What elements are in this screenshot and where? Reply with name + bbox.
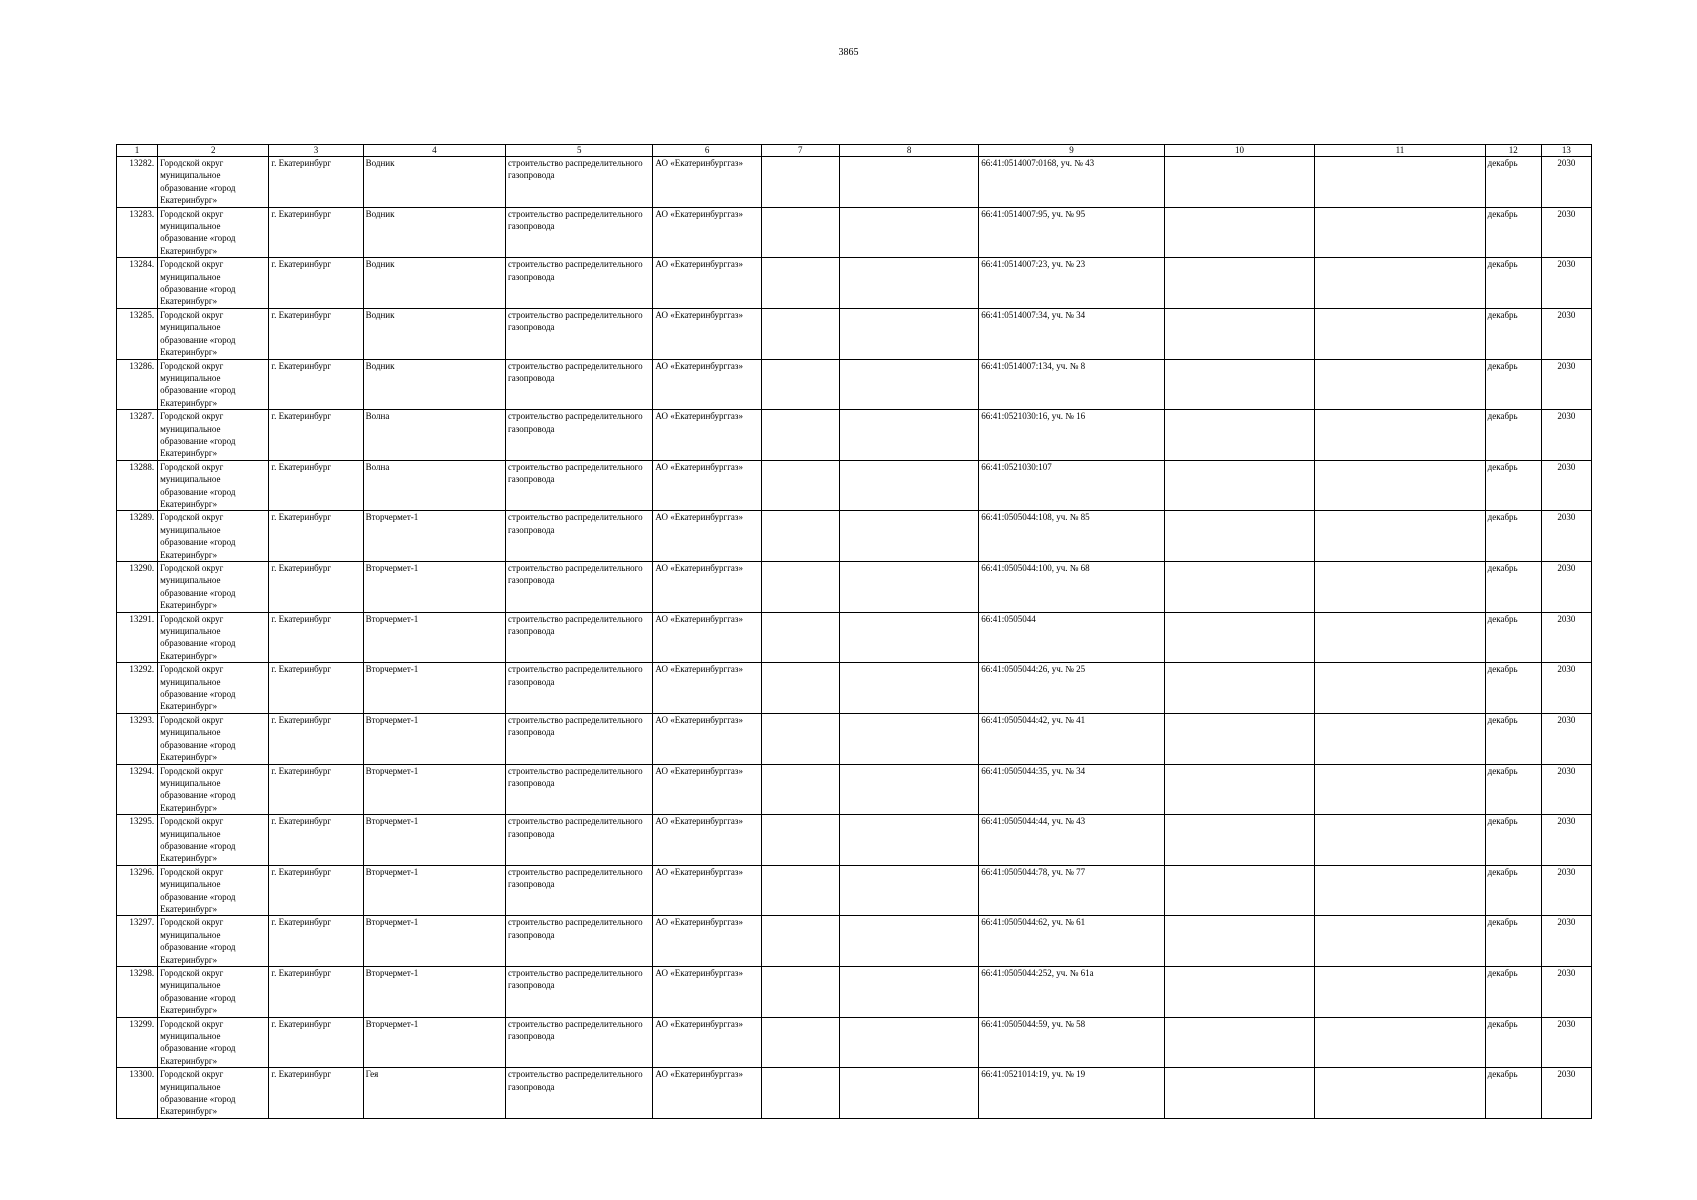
- column-7-cell: [761, 460, 839, 511]
- column-header: 12: [1485, 145, 1541, 157]
- municipality-cell: Городской округ муниципальное образование «город Екатеринбург»: [158, 815, 269, 866]
- row-number-cell: 13286.: [117, 359, 158, 410]
- column-8-cell: [839, 410, 978, 461]
- month-cell: декабрь: [1485, 410, 1541, 461]
- year-cell: 2030: [1541, 815, 1591, 866]
- city-cell: г. Екатеринбург: [269, 1068, 363, 1119]
- year-cell: 2030: [1541, 359, 1591, 410]
- cadastral-number-cell: 66:41:0505044:26, уч. № 25: [979, 663, 1165, 714]
- table-row: [117, 967, 1592, 1018]
- column-10-cell: [1164, 157, 1314, 208]
- column-7-cell: [761, 207, 839, 258]
- column-7-cell: [761, 916, 839, 967]
- column-11-cell: [1315, 612, 1485, 663]
- column-7-cell: [761, 157, 839, 208]
- municipality-cell: Городской округ муниципальное образование «город Екатеринбург»: [158, 460, 269, 511]
- work-type-cell: строительство распределительного газопровода: [506, 865, 653, 916]
- row-number-cell: 13282.: [117, 157, 158, 208]
- column-10-cell: [1164, 511, 1314, 562]
- organization-cell: АО «Екатеринбурггаз»: [653, 308, 761, 359]
- cadastral-number-cell: 66:41:0514007:0168, уч. № 43: [979, 157, 1165, 208]
- organization-cell: АО «Екатеринбурггаз»: [653, 1068, 761, 1119]
- cadastral-number-cell: 66:41:0505044:108, уч. № 85: [979, 511, 1165, 562]
- column-8-cell: [839, 1068, 978, 1119]
- column-8-cell: [839, 815, 978, 866]
- municipality-cell: Городской округ муниципальное образование «город Екатеринбург»: [158, 1017, 269, 1068]
- organization-cell: АО «Екатеринбурггаз»: [653, 258, 761, 309]
- locality-cell: Вторчермет-1: [363, 663, 505, 714]
- column-8-cell: [839, 460, 978, 511]
- cadastral-number-cell: 66:41:0521030:107: [979, 460, 1165, 511]
- row-number-cell: 13294.: [117, 764, 158, 815]
- work-type-cell: строительство распределительного газопровода: [506, 308, 653, 359]
- column-7-cell: [761, 612, 839, 663]
- organization-cell: АО «Екатеринбурггаз»: [653, 157, 761, 208]
- column-7-cell: [761, 713, 839, 764]
- month-cell: декабрь: [1485, 764, 1541, 815]
- year-cell: 2030: [1541, 157, 1591, 208]
- column-7-cell: [761, 967, 839, 1018]
- column-10-cell: [1164, 460, 1314, 511]
- table-row: [117, 815, 1592, 866]
- table-row: [117, 207, 1592, 258]
- locality-cell: Волна: [363, 410, 505, 461]
- column-7-cell: [761, 815, 839, 866]
- city-cell: г. Екатеринбург: [269, 865, 363, 916]
- locality-cell: Водник: [363, 207, 505, 258]
- column-8-cell: [839, 359, 978, 410]
- column-7-cell: [761, 359, 839, 410]
- cadastral-number-cell: 66:41:0505044:78, уч. № 77: [979, 865, 1165, 916]
- organization-cell: АО «Екатеринбурггаз»: [653, 713, 761, 764]
- cadastral-number-cell: 66:41:0505044:42, уч. № 41: [979, 713, 1165, 764]
- year-cell: 2030: [1541, 663, 1591, 714]
- work-type-cell: строительство распределительного газопровода: [506, 1017, 653, 1068]
- month-cell: декабрь: [1485, 308, 1541, 359]
- column-11-cell: [1315, 1068, 1485, 1119]
- work-type-cell: строительство распределительного газопровода: [506, 562, 653, 613]
- page-number: 3865: [838, 47, 859, 58]
- organization-cell: АО «Екатеринбурггаз»: [653, 967, 761, 1018]
- cadastral-number-cell: 66:41:0514007:23, уч. № 23: [979, 258, 1165, 309]
- city-cell: г. Екатеринбург: [269, 562, 363, 613]
- column-8-cell: [839, 1017, 978, 1068]
- municipality-cell: Городской округ муниципальное образование «город Екатеринбург»: [158, 157, 269, 208]
- table-row: [117, 663, 1592, 714]
- municipality-cell: Городской округ муниципальное образование «город Екатеринбург»: [158, 713, 269, 764]
- column-7-cell: [761, 663, 839, 714]
- month-cell: декабрь: [1485, 562, 1541, 613]
- year-cell: 2030: [1541, 410, 1591, 461]
- municipality-cell: Городской округ муниципальное образование «город Екатеринбург»: [158, 258, 269, 309]
- row-number-cell: 13287.: [117, 410, 158, 461]
- column-8-cell: [839, 258, 978, 309]
- column-10-cell: [1164, 865, 1314, 916]
- column-11-cell: [1315, 511, 1485, 562]
- column-10-cell: [1164, 967, 1314, 1018]
- month-cell: декабрь: [1485, 612, 1541, 663]
- table-row: [117, 1017, 1592, 1068]
- column-10-cell: [1164, 815, 1314, 866]
- column-header: 5: [506, 145, 653, 157]
- column-10-cell: [1164, 308, 1314, 359]
- year-cell: 2030: [1541, 460, 1591, 511]
- column-header: 3: [269, 145, 363, 157]
- registry-table: [116, 144, 1592, 1119]
- municipality-cell: Городской округ муниципальное образование «город Екатеринбург»: [158, 663, 269, 714]
- row-number-cell: 13292.: [117, 663, 158, 714]
- organization-cell: АО «Екатеринбурггаз»: [653, 865, 761, 916]
- year-cell: 2030: [1541, 764, 1591, 815]
- locality-cell: Гея: [363, 1068, 505, 1119]
- work-type-cell: строительство распределительного газопровода: [506, 410, 653, 461]
- work-type-cell: строительство распределительного газопровода: [506, 815, 653, 866]
- row-number-cell: 13296.: [117, 865, 158, 916]
- row-number-cell: 13300.: [117, 1068, 158, 1119]
- column-header: 11: [1315, 145, 1485, 157]
- cadastral-number-cell: 66:41:0514007:95, уч. № 95: [979, 207, 1165, 258]
- work-type-cell: строительство распределительного газопровода: [506, 612, 653, 663]
- locality-cell: Вторчермет-1: [363, 916, 505, 967]
- column-11-cell: [1315, 359, 1485, 410]
- row-number-cell: 13283.: [117, 207, 158, 258]
- organization-cell: АО «Екатеринбурггаз»: [653, 663, 761, 714]
- municipality-cell: Городской округ муниципальное образование «город Екатеринбург»: [158, 764, 269, 815]
- column-8-cell: [839, 663, 978, 714]
- column-header: 2: [158, 145, 269, 157]
- column-11-cell: [1315, 815, 1485, 866]
- year-cell: 2030: [1541, 612, 1591, 663]
- municipality-cell: Городской округ муниципальное образование «город Екатеринбург»: [158, 612, 269, 663]
- column-11-cell: [1315, 410, 1485, 461]
- year-cell: 2030: [1541, 713, 1591, 764]
- city-cell: г. Екатеринбург: [269, 207, 363, 258]
- column-8-cell: [839, 157, 978, 208]
- table-row: [117, 308, 1592, 359]
- cadastral-number-cell: 66:41:0505044:100, уч. № 68: [979, 562, 1165, 613]
- organization-cell: АО «Екатеринбурггаз»: [653, 916, 761, 967]
- month-cell: декабрь: [1485, 359, 1541, 410]
- work-type-cell: строительство распределительного газопровода: [506, 511, 653, 562]
- row-number-cell: 13299.: [117, 1017, 158, 1068]
- work-type-cell: строительство распределительного газопровода: [506, 359, 653, 410]
- table-row: [117, 258, 1592, 309]
- city-cell: г. Екатеринбург: [269, 1017, 363, 1068]
- table-row: [117, 916, 1592, 967]
- organization-cell: АО «Екатеринбурггаз»: [653, 410, 761, 461]
- column-7-cell: [761, 764, 839, 815]
- locality-cell: Вторчермет-1: [363, 764, 505, 815]
- city-cell: г. Екатеринбург: [269, 359, 363, 410]
- locality-cell: Вторчермет-1: [363, 612, 505, 663]
- organization-cell: АО «Екатеринбурггаз»: [653, 207, 761, 258]
- column-7-cell: [761, 1017, 839, 1068]
- organization-cell: АО «Екатеринбурггаз»: [653, 359, 761, 410]
- column-11-cell: [1315, 1017, 1485, 1068]
- column-7-cell: [761, 865, 839, 916]
- column-10-cell: [1164, 663, 1314, 714]
- row-number-cell: 13295.: [117, 815, 158, 866]
- cadastral-number-cell: 66:41:0521030:16, уч. № 16: [979, 410, 1165, 461]
- work-type-cell: строительство распределительного газопровода: [506, 663, 653, 714]
- column-10-cell: [1164, 916, 1314, 967]
- city-cell: г. Екатеринбург: [269, 663, 363, 714]
- organization-cell: АО «Екатеринбурггаз»: [653, 562, 761, 613]
- column-11-cell: [1315, 562, 1485, 613]
- locality-cell: Водник: [363, 157, 505, 208]
- month-cell: декабрь: [1485, 865, 1541, 916]
- municipality-cell: Городской округ муниципальное образование «город Екатеринбург»: [158, 562, 269, 613]
- city-cell: г. Екатеринбург: [269, 713, 363, 764]
- column-10-cell: [1164, 764, 1314, 815]
- table-header-row: [117, 145, 1592, 157]
- cadastral-number-cell: 66:41:0514007:134, уч. № 8: [979, 359, 1165, 410]
- column-7-cell: [761, 1068, 839, 1119]
- row-number-cell: 13288.: [117, 460, 158, 511]
- column-8-cell: [839, 612, 978, 663]
- month-cell: декабрь: [1485, 207, 1541, 258]
- organization-cell: АО «Екатеринбурггаз»: [653, 1017, 761, 1068]
- year-cell: 2030: [1541, 1068, 1591, 1119]
- table-row: [117, 157, 1592, 208]
- column-10-cell: [1164, 612, 1314, 663]
- row-number-cell: 13293.: [117, 713, 158, 764]
- work-type-cell: строительство распределительного газопровода: [506, 157, 653, 208]
- locality-cell: Вторчермет-1: [363, 865, 505, 916]
- row-number-cell: 13289.: [117, 511, 158, 562]
- column-11-cell: [1315, 157, 1485, 208]
- column-7-cell: [761, 511, 839, 562]
- work-type-cell: строительство распределительного газопровода: [506, 764, 653, 815]
- year-cell: 2030: [1541, 967, 1591, 1018]
- work-type-cell: строительство распределительного газопровода: [506, 207, 653, 258]
- column-8-cell: [839, 511, 978, 562]
- month-cell: декабрь: [1485, 967, 1541, 1018]
- city-cell: г. Екатеринбург: [269, 612, 363, 663]
- column-11-cell: [1315, 460, 1485, 511]
- year-cell: 2030: [1541, 258, 1591, 309]
- row-number-cell: 13291.: [117, 612, 158, 663]
- locality-cell: Водник: [363, 359, 505, 410]
- cadastral-number-cell: 66:41:0505044:59, уч. № 58: [979, 1017, 1165, 1068]
- column-11-cell: [1315, 308, 1485, 359]
- year-cell: 2030: [1541, 207, 1591, 258]
- table-row: [117, 764, 1592, 815]
- column-header: 13: [1541, 145, 1591, 157]
- month-cell: декабрь: [1485, 1068, 1541, 1119]
- year-cell: 2030: [1541, 1017, 1591, 1068]
- column-11-cell: [1315, 663, 1485, 714]
- organization-cell: АО «Екатеринбурггаз»: [653, 511, 761, 562]
- year-cell: 2030: [1541, 562, 1591, 613]
- table-row: [117, 511, 1592, 562]
- column-8-cell: [839, 865, 978, 916]
- cadastral-number-cell: 66:41:0505044:62, уч. № 61: [979, 916, 1165, 967]
- column-8-cell: [839, 562, 978, 613]
- column-11-cell: [1315, 865, 1485, 916]
- column-8-cell: [839, 764, 978, 815]
- row-number-cell: 13297.: [117, 916, 158, 967]
- municipality-cell: Городской округ муниципальное образование «город Екатеринбург»: [158, 207, 269, 258]
- work-type-cell: строительство распределительного газопровода: [506, 258, 653, 309]
- municipality-cell: Городской округ муниципальное образование «город Екатеринбург»: [158, 967, 269, 1018]
- city-cell: г. Екатеринбург: [269, 410, 363, 461]
- cadastral-number-cell: 66:41:0505044:35, уч. № 34: [979, 764, 1165, 815]
- city-cell: г. Екатеринбург: [269, 967, 363, 1018]
- column-10-cell: [1164, 410, 1314, 461]
- locality-cell: Водник: [363, 308, 505, 359]
- column-11-cell: [1315, 967, 1485, 1018]
- work-type-cell: строительство распределительного газопровода: [506, 967, 653, 1018]
- year-cell: 2030: [1541, 511, 1591, 562]
- municipality-cell: Городской округ муниципальное образование «город Екатеринбург»: [158, 308, 269, 359]
- month-cell: декабрь: [1485, 460, 1541, 511]
- organization-cell: АО «Екатеринбурггаз»: [653, 460, 761, 511]
- work-type-cell: строительство распределительного газопровода: [506, 916, 653, 967]
- row-number-cell: 13298.: [117, 967, 158, 1018]
- column-10-cell: [1164, 562, 1314, 613]
- municipality-cell: Городской округ муниципальное образование «город Екатеринбург»: [158, 410, 269, 461]
- municipality-cell: Городской округ муниципальное образование «город Екатеринбург»: [158, 916, 269, 967]
- table-row: [117, 1068, 1592, 1119]
- column-8-cell: [839, 967, 978, 1018]
- column-11-cell: [1315, 713, 1485, 764]
- month-cell: декабрь: [1485, 511, 1541, 562]
- municipality-cell: Городской округ муниципальное образование «город Екатеринбург»: [158, 1068, 269, 1119]
- column-header: 10: [1164, 145, 1314, 157]
- row-number-cell: 13285.: [117, 308, 158, 359]
- table-row: [117, 865, 1592, 916]
- cadastral-number-cell: 66:41:0505044:44, уч. № 43: [979, 815, 1165, 866]
- year-cell: 2030: [1541, 865, 1591, 916]
- cadastral-number-cell: 66:41:0514007:34, уч. № 34: [979, 308, 1165, 359]
- column-10-cell: [1164, 1017, 1314, 1068]
- month-cell: декабрь: [1485, 815, 1541, 866]
- table-row: [117, 612, 1592, 663]
- city-cell: г. Екатеринбург: [269, 916, 363, 967]
- column-11-cell: [1315, 258, 1485, 309]
- locality-cell: Вторчермет-1: [363, 713, 505, 764]
- city-cell: г. Екатеринбург: [269, 764, 363, 815]
- column-10-cell: [1164, 359, 1314, 410]
- column-10-cell: [1164, 207, 1314, 258]
- month-cell: декабрь: [1485, 916, 1541, 967]
- locality-cell: Вторчермет-1: [363, 815, 505, 866]
- work-type-cell: строительство распределительного газопровода: [506, 460, 653, 511]
- locality-cell: Волна: [363, 460, 505, 511]
- column-8-cell: [839, 713, 978, 764]
- city-cell: г. Екатеринбург: [269, 815, 363, 866]
- municipality-cell: Городской округ муниципальное образование «город Екатеринбург»: [158, 359, 269, 410]
- work-type-cell: строительство распределительного газопровода: [506, 713, 653, 764]
- column-header: 4: [363, 145, 505, 157]
- city-cell: г. Екатеринбург: [269, 157, 363, 208]
- column-8-cell: [839, 916, 978, 967]
- month-cell: декабрь: [1485, 258, 1541, 309]
- column-7-cell: [761, 308, 839, 359]
- column-7-cell: [761, 258, 839, 309]
- column-header: 8: [839, 145, 978, 157]
- table-body: [117, 157, 1592, 1119]
- column-10-cell: [1164, 1068, 1314, 1119]
- table-row: [117, 410, 1592, 461]
- municipality-cell: Городской округ муниципальное образование «город Екатеринбург»: [158, 511, 269, 562]
- locality-cell: Вторчермет-1: [363, 967, 505, 1018]
- column-8-cell: [839, 207, 978, 258]
- column-header: 6: [653, 145, 761, 157]
- locality-cell: Вторчермет-1: [363, 1017, 505, 1068]
- column-11-cell: [1315, 207, 1485, 258]
- table-row: [117, 562, 1592, 613]
- column-10-cell: [1164, 713, 1314, 764]
- column-10-cell: [1164, 258, 1314, 309]
- locality-cell: Водник: [363, 258, 505, 309]
- locality-cell: Вторчермет-1: [363, 562, 505, 613]
- city-cell: г. Екатеринбург: [269, 258, 363, 309]
- month-cell: декабрь: [1485, 713, 1541, 764]
- column-7-cell: [761, 562, 839, 613]
- table-row: [117, 713, 1592, 764]
- month-cell: декабрь: [1485, 663, 1541, 714]
- row-number-cell: 13290.: [117, 562, 158, 613]
- column-7-cell: [761, 410, 839, 461]
- locality-cell: Вторчермет-1: [363, 511, 505, 562]
- row-number-cell: 13284.: [117, 258, 158, 309]
- city-cell: г. Екатеринбург: [269, 308, 363, 359]
- year-cell: 2030: [1541, 308, 1591, 359]
- column-11-cell: [1315, 916, 1485, 967]
- city-cell: г. Екатеринбург: [269, 460, 363, 511]
- table-row: [117, 460, 1592, 511]
- table-row: [117, 359, 1592, 410]
- cadastral-number-cell: 66:41:0505044:252, уч. № 61а: [979, 967, 1165, 1018]
- organization-cell: АО «Екатеринбурггаз»: [653, 764, 761, 815]
- column-8-cell: [839, 308, 978, 359]
- year-cell: 2030: [1541, 916, 1591, 967]
- work-type-cell: строительство распределительного газопровода: [506, 1068, 653, 1119]
- organization-cell: АО «Екатеринбурггаз»: [653, 612, 761, 663]
- municipality-cell: Городской округ муниципальное образование «город Екатеринбург»: [158, 865, 269, 916]
- organization-cell: АО «Екатеринбурггаз»: [653, 815, 761, 866]
- month-cell: декабрь: [1485, 157, 1541, 208]
- column-header: 9: [979, 145, 1165, 157]
- column-11-cell: [1315, 764, 1485, 815]
- month-cell: декабрь: [1485, 1017, 1541, 1068]
- cadastral-number-cell: 66:41:0521014:19, уч. № 19: [979, 1068, 1165, 1119]
- city-cell: г. Екатеринбург: [269, 511, 363, 562]
- column-header: 1: [117, 145, 158, 157]
- column-header: 7: [761, 145, 839, 157]
- cadastral-number-cell: 66:41:0505044: [979, 612, 1165, 663]
